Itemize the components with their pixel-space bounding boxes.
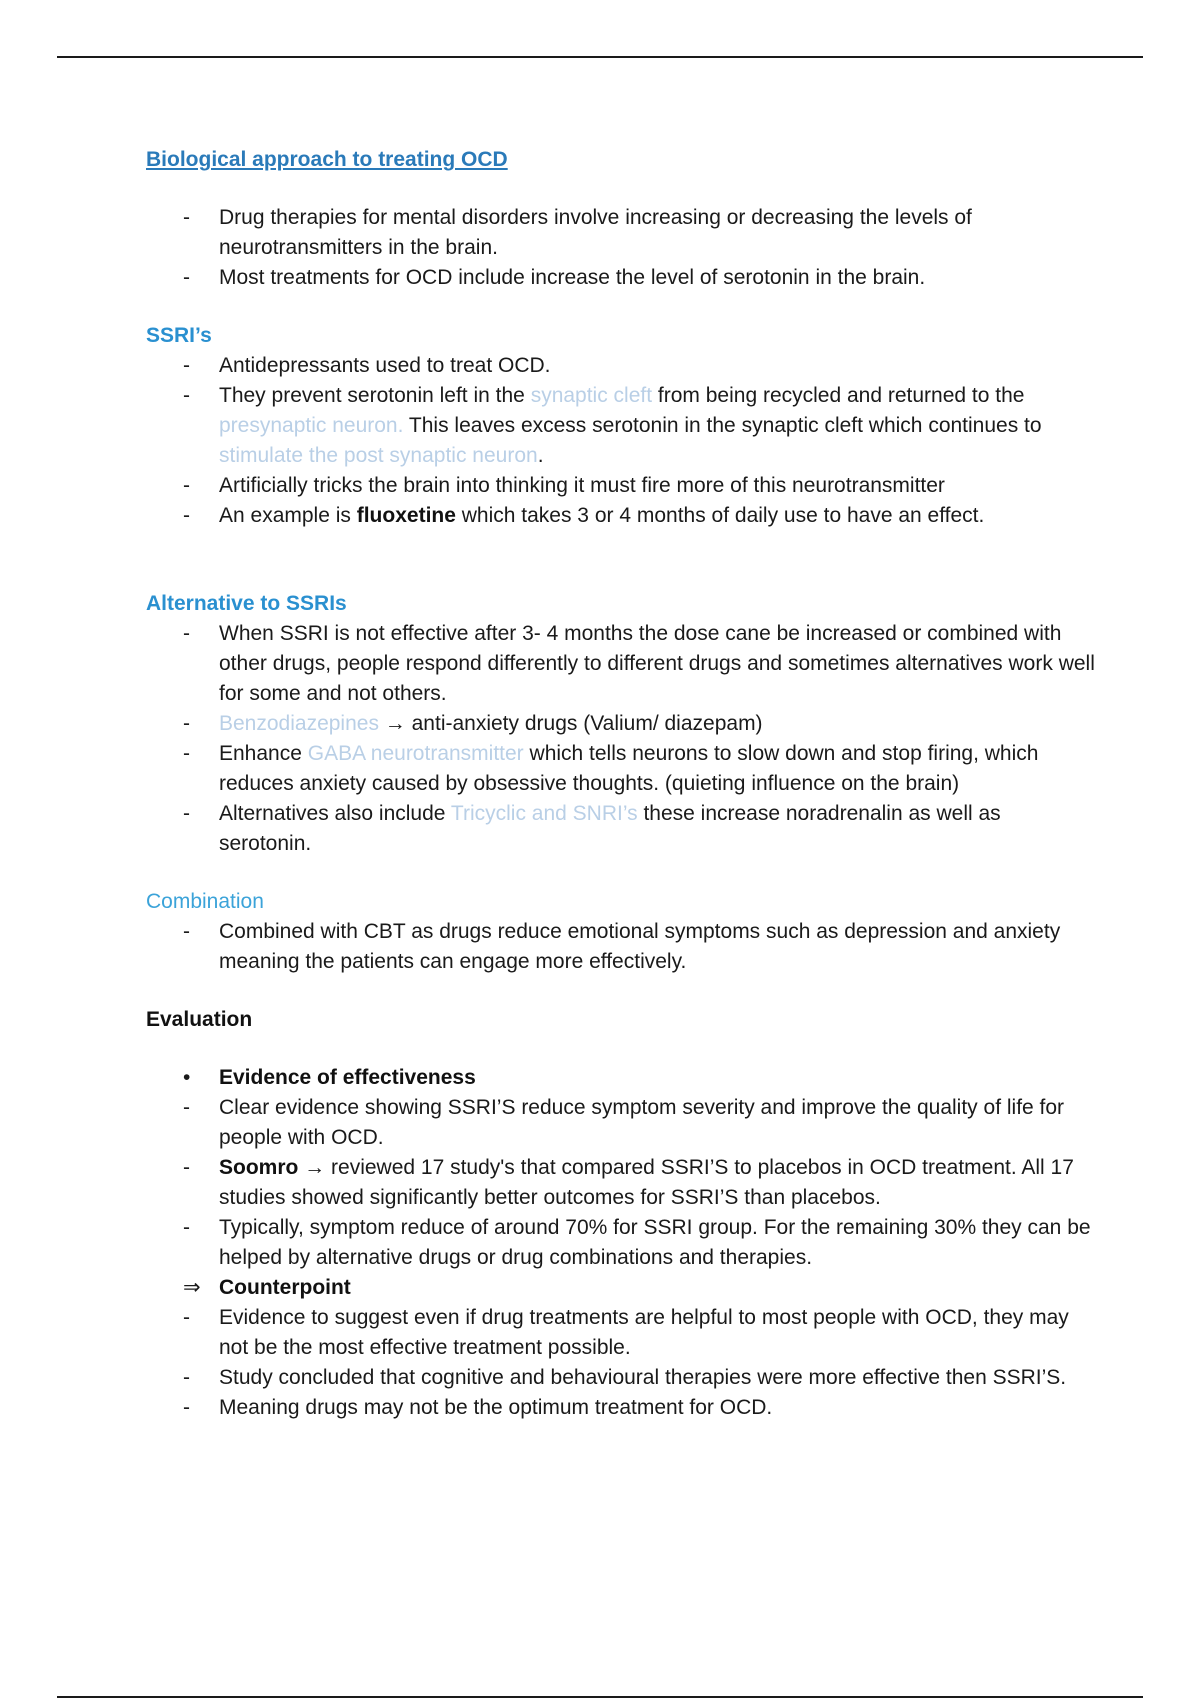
list-item: - Enhance GABA neurotransmitter which tells neurons to slow down and stop firing, which reduces anxiety caused by obsessive thoughts. (quieting influence on the brain) xyxy=(183,742,1039,795)
evaluation-heading: Evaluation xyxy=(146,1008,253,1031)
list-item: - An example is fluoxetine which takes 3 or 4 months of daily use to have an effect. xyxy=(183,504,985,527)
combination-list xyxy=(146,917,1096,977)
arrow-icon: → xyxy=(378,712,412,735)
arrow-icon: → xyxy=(298,1156,332,1179)
list-item: - Evidence to suggest even if drug treatments are helpful to most people with OCD, they may not be the most effective treatment possible. xyxy=(183,1306,1069,1359)
list-item: - Study concluded that cognitive and behavioural therapies were more effective then SSRI’S. xyxy=(183,1366,1067,1389)
bold-term: fluoxetine xyxy=(356,504,456,527)
list-item: - Soomro → reviewed 17 study's that compared SSRI’S to placebos in OCD treatment. All 17 studies showed significantly better outcomes for SSRI’S than placebos. xyxy=(183,1156,1074,1209)
list-item: - Benzodiazepines → anti-anxiety drugs (Valium/ diazepam) xyxy=(183,712,763,735)
list-item: - Antidepressants used to treat OCD. xyxy=(183,354,551,377)
document-body xyxy=(146,145,1096,1423)
top-rule xyxy=(57,56,1143,58)
intro-list xyxy=(146,203,1096,293)
list-item: - Typically, symptom reduce of around 70% for SSRI group. For the remaining 30% they can be helped by alternative drugs or drug combinations and therapies. xyxy=(183,1216,1091,1269)
bullet-icon: • xyxy=(183,1066,191,1089)
evaluation-list xyxy=(146,1063,1096,1423)
list-item: - Combined with CBT as drugs reduce emotional symptoms such as depression and anxiety meaning the patients can engage more effectively. xyxy=(183,920,1061,973)
list-item: - Artificially tricks the brain into thinking it must fire more of this neurotransmitter xyxy=(183,474,945,497)
highlight-term: Tricyclic and SNRI’s xyxy=(450,802,638,825)
list-item: - Drug therapies for mental disorders involve increasing or decreasing the levels of neurotransmitters in the brain. xyxy=(183,206,972,259)
list-item: ⇒ Counterpoint xyxy=(146,1273,1096,1303)
bottom-rule xyxy=(57,1696,1143,1698)
highlight-term: stimulate the post synaptic neuron xyxy=(219,444,538,467)
list-item: - Most treatments for OCD include increase the level of serotonin in the brain. xyxy=(183,266,926,289)
list-item: - Meaning drugs may not be the optimum treatment for OCD. xyxy=(183,1396,773,1419)
highlight-term: presynaptic neuron. xyxy=(219,414,404,437)
ssris-list xyxy=(146,351,1096,531)
combination-heading: Combination xyxy=(146,890,264,913)
ssris-heading: SSRI’s xyxy=(146,324,212,347)
alternative-list xyxy=(146,619,1096,859)
list-item: - When SSRI is not effective after 3- 4 months the dose cane be increased or combined with other drugs, people respond differently to different drugs and sometimes alternatives work well for some and not others. xyxy=(183,622,1095,705)
highlight-term: GABA neurotransmitter xyxy=(307,742,524,765)
list-item: • Evidence of effectiveness xyxy=(146,1063,1096,1093)
alternative-heading: Alternative to SSRIs xyxy=(146,592,347,615)
list-item: - Alternatives also include Tricyclic and SNRI’s these increase noradrenalin as well as serotonin. xyxy=(183,802,1001,855)
bold-term: Soomro xyxy=(219,1156,299,1179)
highlight-term: synaptic cleft xyxy=(530,384,653,407)
highlight-term: Benzodiazepines xyxy=(219,712,379,735)
list-item: - They prevent serotonin left in the synaptic cleft from being recycled and returned to the presynaptic neuron. This leaves excess serotonin in the synaptic cleft which continues to stimulate the post synaptic neuron. xyxy=(183,384,1042,467)
page-title: Biological approach to treating OCD xyxy=(146,148,508,171)
implies-arrow-icon: ⇒ xyxy=(183,1276,201,1299)
list-item: - Clear evidence showing SSRI’S reduce symptom severity and improve the quality of life for people with OCD. xyxy=(183,1096,1065,1149)
